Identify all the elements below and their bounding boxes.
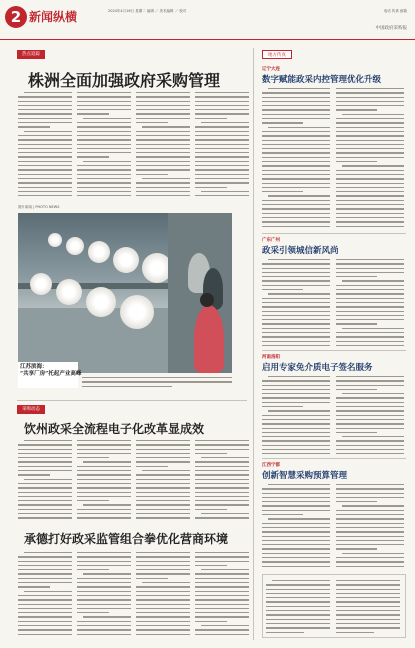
- chengde-col-4: [195, 552, 249, 637]
- hotspot-section-tag: 热点追踪: [17, 50, 45, 59]
- section-logo-text: 新闻纵横: [29, 10, 78, 24]
- guangzhou-col-1: [262, 259, 330, 347]
- ningdu-headline: 创新智慧采购预算管理: [262, 471, 348, 481]
- ningdu-kicker: 江西宁都: [262, 463, 280, 468]
- luoyang-col-1: [262, 376, 330, 454]
- qinzhou-headline: 饮州政采全流程电子化改革显成效: [24, 422, 205, 436]
- dalian-kicker: 辽宁大连: [262, 67, 280, 72]
- qinzhou-col-4: [195, 440, 249, 522]
- ningdu-col-2: [336, 484, 404, 569]
- chengde-col-2: [77, 552, 131, 637]
- qinzhou-col-3: [136, 440, 190, 522]
- issue-meta: 2024年4月16日 星期二 编辑 ／ 美术编辑 ／ 校对: [108, 9, 187, 13]
- dalian-col-1: [262, 88, 330, 230]
- notice-col-1: [266, 580, 330, 634]
- caption-subtitle: “共享厂房”托起产业高峰: [20, 371, 82, 377]
- chengde-col-1: [18, 552, 72, 637]
- qinzhou-col-2: [77, 440, 131, 522]
- photo-caption-box: [18, 362, 82, 388]
- procurement-section-tag: 采购动态: [17, 405, 45, 414]
- guangzhou-kicker: 广东广州: [262, 238, 280, 243]
- chengde-headline: 承德打好政采监管组合拳优化营商环境: [24, 532, 229, 546]
- dalian-col-2: [336, 88, 404, 230]
- paper-name: 中国政府采购报: [375, 26, 407, 31]
- main-headline: 株洲全面加强政府采购管理: [28, 71, 221, 90]
- luoyang-kicker: 河南洛阳: [262, 355, 280, 360]
- chengde-col-3: [136, 552, 190, 637]
- qinzhou-col-1: [18, 440, 72, 522]
- article-col-3: [136, 92, 190, 197]
- guangzhou-col-2: [336, 259, 404, 347]
- ningdu-col-1: [262, 484, 330, 569]
- factory-photo: [18, 213, 232, 373]
- contact-meta: 电话 传真 邮箱: [383, 9, 407, 13]
- masthead: [0, 0, 415, 40]
- dalian-headline: 数字赋能政采内控管理优化升级: [262, 75, 382, 85]
- article-col-1: [18, 92, 72, 197]
- photo-caption-text: [82, 377, 232, 391]
- article-col-2: [77, 92, 131, 197]
- article-col-4: [195, 92, 249, 197]
- caption-title: 江苏滨海：: [20, 364, 48, 370]
- notice-col-2: [336, 580, 400, 634]
- logo-badge: 2: [5, 6, 27, 28]
- guangzhou-headline: 政采引领城信新风尚: [262, 246, 339, 256]
- local-news-section-tag: 地方传真: [262, 50, 292, 59]
- luoyang-headline: 启用专家免介质电子签名服务: [262, 363, 373, 373]
- photo-credit: 图片新闻 | PHOTO NEWS: [18, 205, 60, 209]
- luoyang-col-2: [336, 376, 404, 454]
